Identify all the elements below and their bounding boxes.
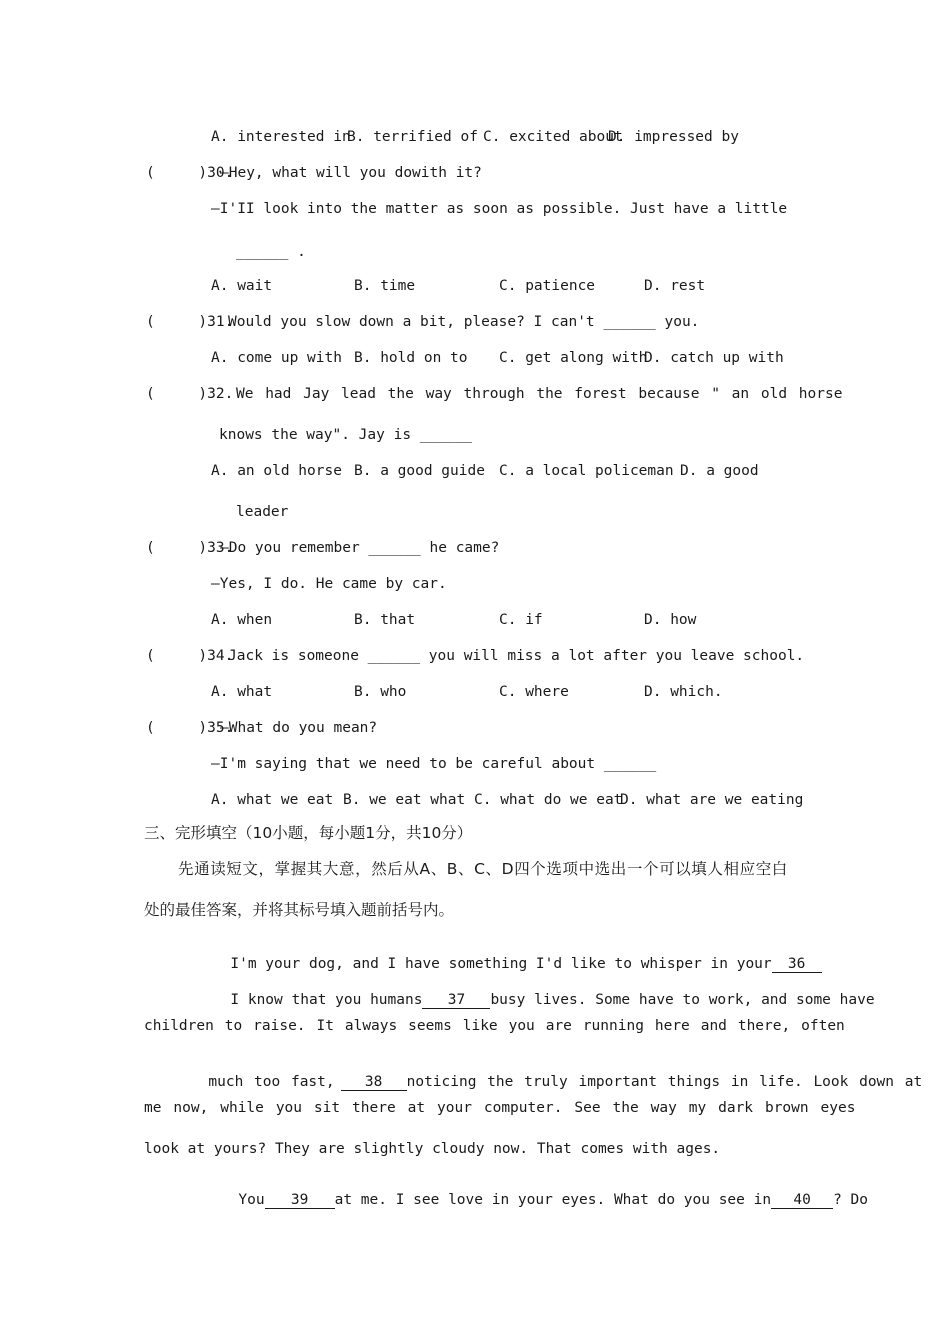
passage-text: busy lives. Some have to work, and some have — [490, 991, 875, 1008]
q34-prompt: Jack is someone ______ you will miss a lot after you leave school. — [228, 648, 805, 664]
q31-option-d[interactable]: D. catch up with — [644, 350, 784, 366]
q34-option-c[interactable]: C. where — [499, 684, 569, 700]
q33-option-a[interactable]: A. when — [211, 612, 273, 628]
q35-option-a[interactable]: A. what we eat — [211, 792, 334, 808]
passage-line-6: look at yours? They are slightly cloudy now. That comes with ages. — [144, 1141, 721, 1157]
q32-option-c[interactable]: C. a local policeman — [499, 463, 674, 479]
answer-bracket-34[interactable]: ( )34. — [146, 648, 234, 664]
section-3-instruction: 先通读短文，掌握其大意，然后从A、B、C、D四个选项中选出一个可以填人相应空白 — [178, 860, 788, 878]
q32-option-b[interactable]: B. a good guide — [354, 463, 485, 479]
q32-option-a[interactable]: A. an old horse — [211, 463, 342, 479]
blank-37[interactable]: 37 — [422, 993, 490, 1010]
section-3-heading: 三、完形填空（10小题，每小题1分，共10分） — [144, 824, 473, 842]
q29-option-a[interactable]: A. interested in — [211, 129, 351, 145]
q30-option-d[interactable]: D. rest — [644, 278, 706, 294]
passage-text: much too fast, — [208, 1073, 335, 1090]
q31-prompt: Would you slow down a bit, please? I can't ______ you. — [228, 314, 700, 330]
passage-line-7 — [186, 1178, 868, 1224]
answer-bracket-32[interactable]: ( )32. — [146, 386, 234, 402]
answer-bracket-33[interactable]: ( )33. — [146, 540, 234, 556]
passage-text: noticing the truly important things in life. Look down at — [406, 1073, 923, 1090]
q34-option-a[interactable]: A. what — [211, 684, 273, 700]
q30-prompt: —Hey, what will you dowith it? — [220, 165, 482, 181]
blank-40[interactable]: 40 — [771, 1193, 833, 1210]
q34-option-b[interactable]: B. who — [354, 684, 407, 700]
q34-option-d[interactable]: D. which. — [644, 684, 723, 700]
q31-option-a[interactable]: A. come up with — [211, 350, 342, 366]
q30-option-b[interactable]: B. time — [354, 278, 416, 294]
passage-line-3: children to raise. It always seems like you are running here and there, often — [144, 1018, 845, 1034]
blank-39[interactable]: 39 — [265, 1193, 335, 1210]
blank-38[interactable]: 38 — [341, 1075, 407, 1092]
q29-option-c[interactable]: C. excited about — [483, 129, 623, 145]
q31-option-c[interactable]: C. get along with — [499, 350, 648, 366]
q32-prompt: We had Jay lead the way through the forest because " an old horse — [236, 386, 843, 402]
answer-bracket-35[interactable]: ( )35. — [146, 720, 234, 736]
q30-reply: —I'II look into the matter as soon as possible. Just have a little — [211, 201, 788, 217]
q32-option-d[interactable]: D. a good — [680, 463, 759, 479]
q29-option-b[interactable]: B. terrified of — [347, 129, 478, 145]
answer-bracket-31[interactable]: ( )31. — [146, 314, 234, 330]
blank-36[interactable]: 36 — [772, 957, 822, 974]
q33-option-b[interactable]: B. that — [354, 612, 416, 628]
q33-option-c[interactable]: C. if — [499, 612, 543, 628]
q33-reply: —Yes, I do. He came by car. — [211, 576, 447, 592]
q33-option-d[interactable]: D. how — [644, 612, 697, 628]
passage-text: I know that you humans — [230, 991, 423, 1008]
q29-option-d[interactable]: D. impressed by — [608, 129, 739, 145]
q33-prompt: —Do you remember ______ he came? — [220, 540, 500, 556]
q35-prompt: —What do you mean? — [220, 720, 378, 736]
passage-text: ? Do — [833, 1191, 869, 1208]
q31-option-b[interactable]: B. hold on to — [354, 350, 468, 366]
q30-option-a[interactable]: A. wait — [211, 278, 273, 294]
answer-bracket-30[interactable]: ( )30. — [146, 165, 234, 181]
passage-text: You — [238, 1191, 265, 1208]
q32-prompt-continued: knows the way". Jay is ______ — [219, 427, 473, 443]
passage-line-5: me now, while you sit there at your computer. See the way my dark brown eyes — [144, 1100, 856, 1116]
passage-text: I'm your dog, and I have something I'd like to whisper in your — [230, 955, 772, 972]
q30-reply-blank: ______ . — [236, 244, 306, 260]
section-3-instruction-continued: 处的最佳答案，并将其标号填入题前括号内。 — [144, 901, 455, 919]
q35-reply: —I'm saying that we need to be careful about ______ — [211, 756, 657, 772]
q32-option-d-wrap: leader — [236, 504, 289, 520]
q35-option-d[interactable]: D. what are we eating — [620, 792, 804, 808]
q35-option-c[interactable]: C. what do we eat — [474, 792, 623, 808]
q30-option-c[interactable]: C. patience — [499, 278, 596, 294]
passage-text: at me. I see love in your eyes. What do you see in — [334, 1191, 772, 1208]
q35-option-b[interactable]: B. we eat what — [343, 792, 466, 808]
